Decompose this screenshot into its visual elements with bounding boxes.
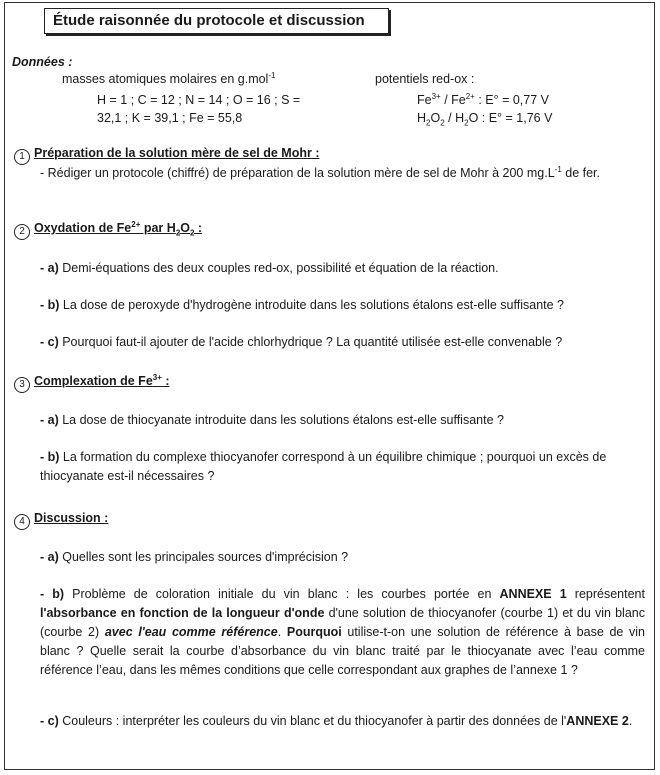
- redox-fe: $Fe^{3+} / Fe^{2+}$ : E° = 0,77 V: [417, 91, 549, 107]
- donnees-label: Données :: [12, 55, 73, 69]
- redox-heading: potentiels red-ox :: [375, 72, 475, 86]
- question-2a: - a) Demi-équations des deux couples red-ox, possibilité et équation de la réaction.: [40, 261, 499, 275]
- section-number: 3: [14, 377, 30, 393]
- section-number: 4: [14, 514, 30, 530]
- question-2c: - c) Pourquoi faut-il ajouter de l'acide chlorhydrique ? La quantité utilisée est-elle convenable ?: [40, 335, 563, 349]
- question-3a: - a) La dose de thiocyanate introduite dans les solutions étalons est-elle suffisante ?: [40, 413, 504, 427]
- masses-line-2: 32,1 ; K = 39,1 ; Fe = 55,8: [97, 111, 243, 125]
- section-number: 2: [14, 224, 30, 240]
- question-2b: - b) La dose de peroxyde d'hydrogène introduite dans les solutions étalons est-elle suffisante ?: [40, 298, 565, 312]
- section-3-heading: 3 Complexation de $Fe^{3+}$ :: [14, 374, 170, 393]
- question-4b: - b) Problème de coloration initiale du vin blanc : les courbes portée en ANNEXE 1 représentent l'absorbance en fonction de la longueur d'onde d'une solution de thiocyanofer (courbe 1) et du vin blanc (courbe 2) avec l'eau comme référence. Pourquoi utilise-t-on une solution de référence à base de vin blanc ? Quelle serait la courbe d’absorbance du vin blanc traité par le thiocyanate avec l’eau comme référence l’eau, dans les mêmes conditions que celle correspondant aux graphes de l’annexe 1 ?: [40, 587, 645, 677]
- masses-heading: masses atomiques molaires en g.mol$^{-1}$: [62, 70, 276, 86]
- section-1-text: - Rédiger un protocole (chiffré) de préparation de la solution mère de sel de Mohr à 200 $mg.L^{-1}$ de fer.: [40, 164, 601, 180]
- masses-line-1: H = 1 ; C = 12 ; N = 14 ; O = 16 ; S =: [97, 93, 301, 107]
- question-4a: - a) Quelles sont les principales sources d'imprécision ?: [40, 550, 349, 564]
- question-3b: - b) La formation du complexe thiocyanofer correspond à un équilibre chimique ; pourquoi un excès de thiocyanate est-il nécessaires ?: [40, 450, 607, 483]
- section-4-heading: 4 Discussion :: [14, 511, 108, 530]
- question-4c: - c) Couleurs : interpréter les couleurs du vin blanc et du thiocyanofer à partir des données de l'ANNEXE 2.: [40, 714, 633, 728]
- redox-h2o2: $H_2O_2 / H_2O$ : E° = 1,76 V: [417, 111, 553, 128]
- section-2-heading: 2 Oxydation de $Fe^{2+}$ par $H_2O_2$ :: [14, 221, 202, 240]
- section-number: 1: [14, 149, 30, 165]
- page-title: Étude raisonnée du protocole et discussion: [44, 8, 389, 34]
- section-1-heading: 1 Préparation de la solution mère de sel de Mohr :: [14, 146, 319, 165]
